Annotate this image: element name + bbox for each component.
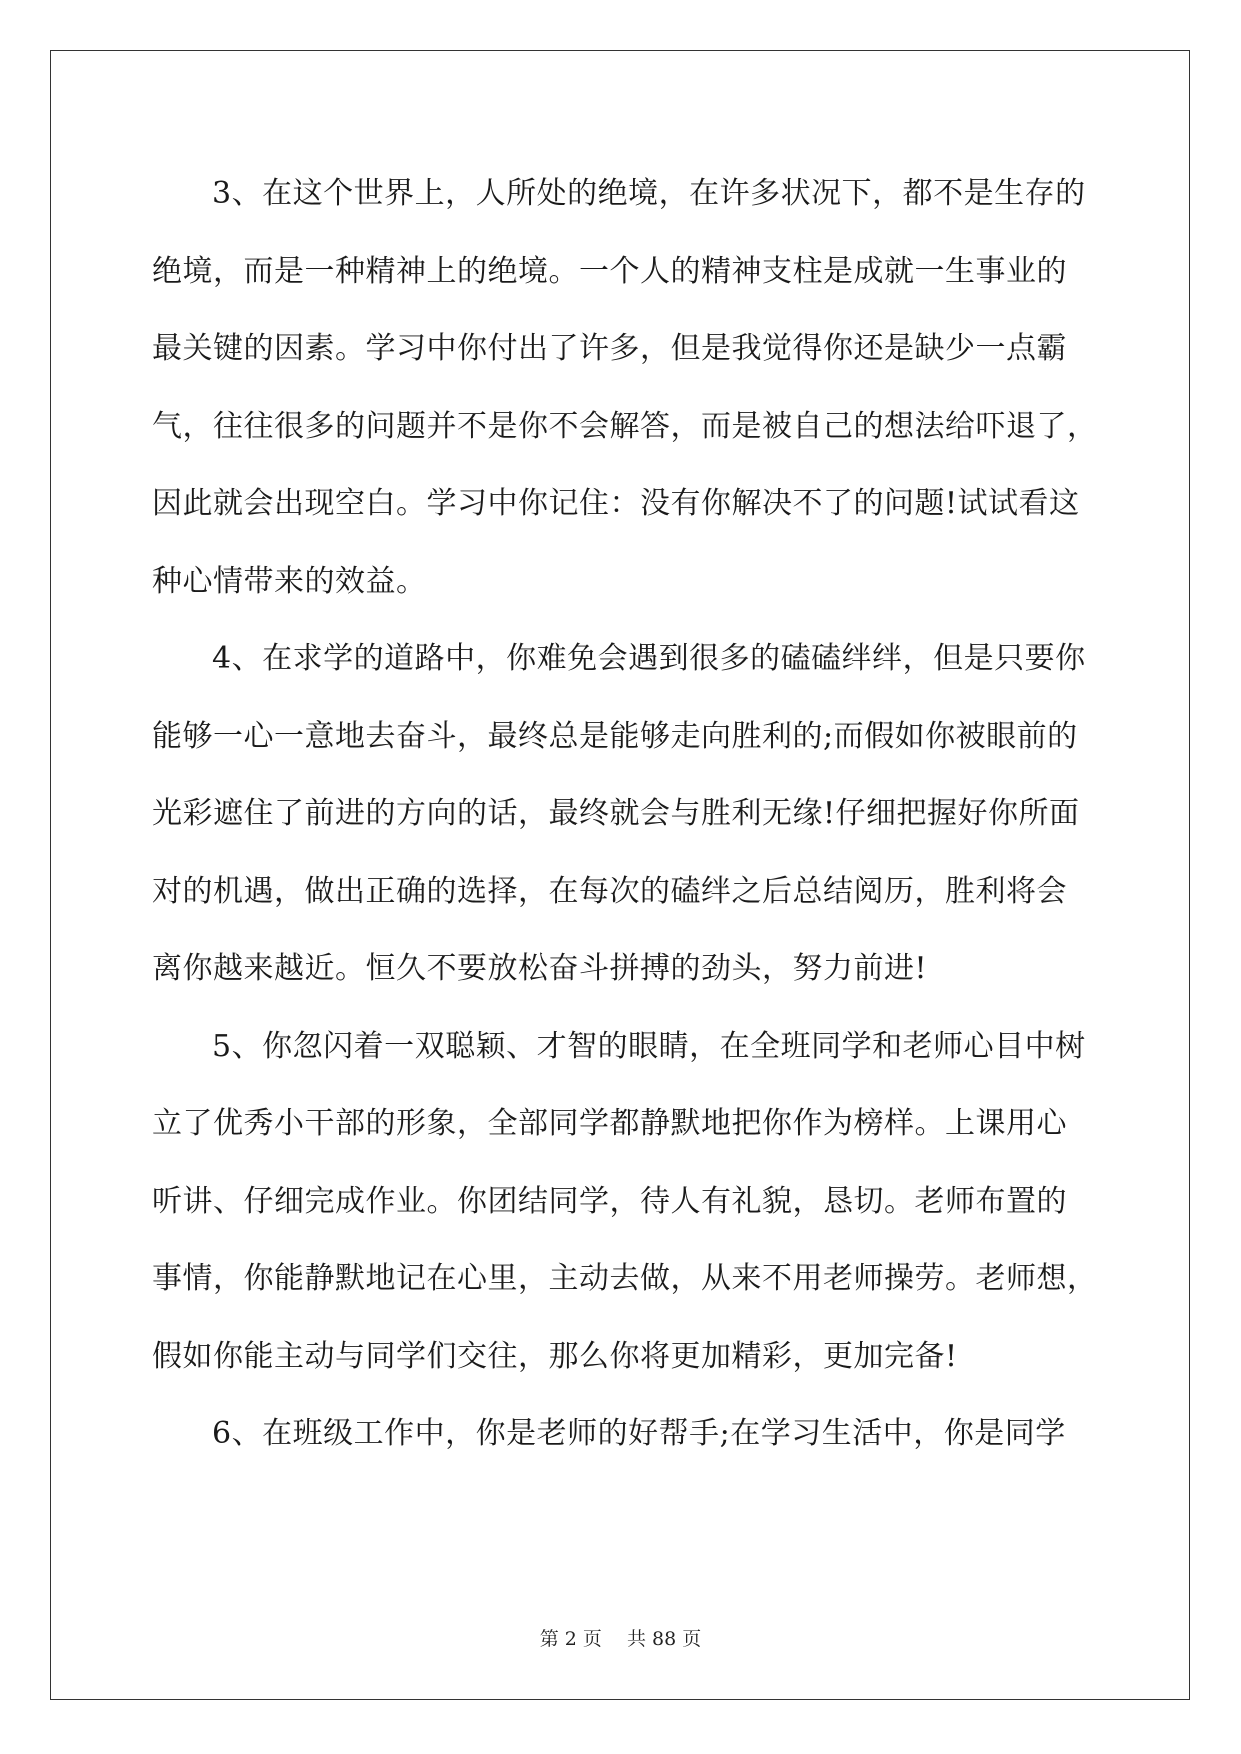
text-line: 能够一心一意地去奋斗，最终总是能够走向胜利的;而假如你被眼前的: [152, 718, 1078, 754]
paragraph-4: [152, 620, 1096, 1008]
text-line: 4、在求学的道路中，你难免会遇到很多的磕磕绊绊，但是只要你: [212, 641, 1086, 676]
text-line: 绝境，而是一种精神上的绝境。一个人的精神支柱是成就一生事业的: [152, 253, 1067, 289]
text-line: 事情，你能静默地记在心里，主动去做，从来不用老师操劳。老师想，: [152, 1261, 1098, 1296]
paragraph-6: [152, 1395, 1096, 1473]
paragraph-3: [152, 155, 1096, 620]
text-line: 气，往往很多的问题并不是你不会解答，而是被自己的想法给吓退了，: [152, 408, 1098, 444]
text-line: 假如你能主动与同学们交往，那么你将更加精彩，更加完备!: [152, 1338, 958, 1374]
text-line: 立了优秀小干部的形象，全部同学都静默地把你作为榜样。上课用心: [152, 1106, 1067, 1141]
text-line: 最关键的因素。学习中你付出了许多，但是我觉得你还是缺少一点霸: [152, 331, 1067, 366]
page-number-footer: 第 2 页 共 88 页: [539, 1628, 702, 1650]
document-body: [152, 155, 1096, 1473]
text-line: 种心情带来的效益。: [152, 563, 427, 599]
text-line: 3、在这个世界上，人所处的绝境，在许多状况下，都不是生存的: [212, 176, 1086, 211]
text-line: 因此就会出现空白。学习中你记住：没有你解决不了的问题!试试看这: [152, 486, 1080, 521]
text-line: 听讲、仔细完成作业。你团结同学，待人有礼貌，恳切。老师布置的: [152, 1183, 1067, 1219]
text-line: 离你越来越近。恒久不要放松奋斗拼搏的劲头，努力前进!: [152, 951, 928, 986]
text-line: 对的机遇，做出正确的选择，在每次的磕绊之后总结阅历，胜利将会: [152, 873, 1067, 909]
paragraph-5: [152, 1008, 1096, 1396]
text-line: 6、在班级工作中，你是老师的好帮手;在学习生活中，你是同学: [212, 1416, 1066, 1451]
text-line: 5、你忽闪着一双聪颖、才智的眼睛，在全班同学和老师心目中树: [212, 1028, 1086, 1064]
text-line: 光彩遮住了前进的方向的话，最终就会与胜利无缘!仔细把握好你所面: [152, 796, 1080, 831]
